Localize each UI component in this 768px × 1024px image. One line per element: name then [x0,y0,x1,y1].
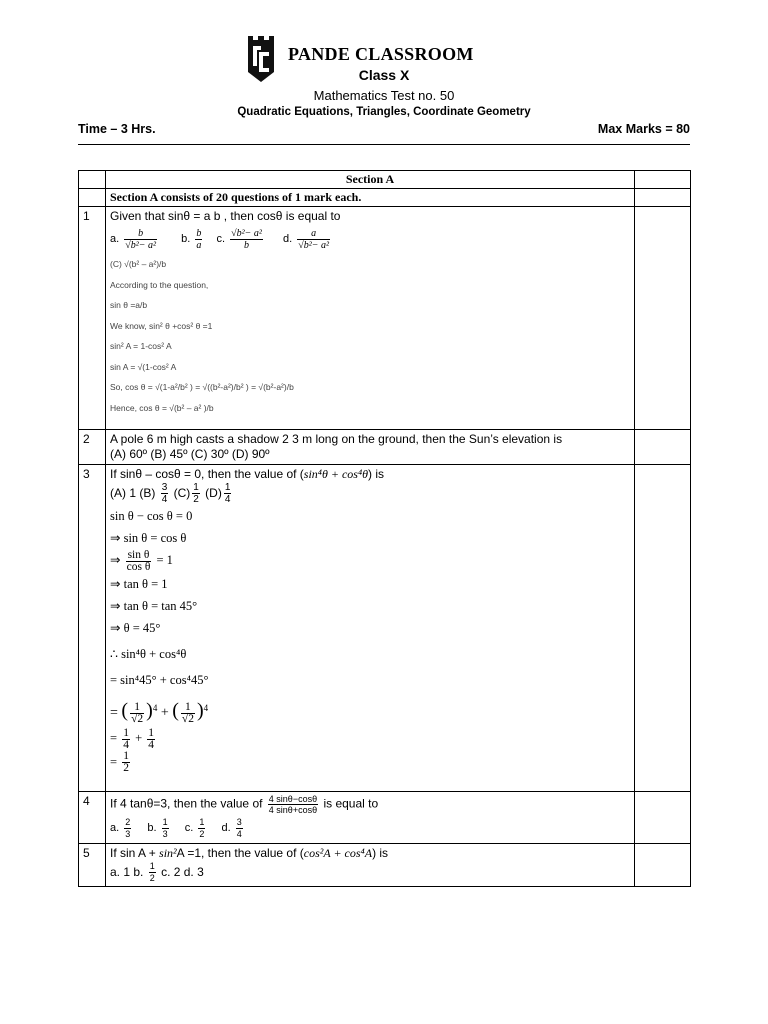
question-number: 1 [79,207,106,430]
question-number: 5 [79,844,106,887]
question-options: a. $\frac{b}{\text{√b²− a²}}$ b. $\frac{b}{a}$ c. $\frac{\text{√b²− a²}}{b}$ d. $\frac{a}{\text{√b²− a²}}$ [110,227,329,251]
question-row [79,844,691,887]
question-row [79,792,691,844]
question-options: a. 1 b. $\frac{1}{2}$ c. 2 d. 3 [110,861,204,884]
solution-steps: sin θ − cos θ = 0 ⇒ sin θ = cos θ ⇒ $\frac{\text{sin θ}}{\text{cos θ}}$ = 1 ⇒ tan θ = 1 ⇒ tan θ = tan 45° ⇒ θ = 45° ∴ sin⁴θ + cos⁴θ = sin⁴45° + cos⁴45° = ( $\frac{1}{√2}$ )$^4$ + ( $\frac{1}{√2}$ )$^4$ = $\frac{1}{4}$ + $\frac{1}{4}$ = $\frac{1}{2}$ [110,509,209,775]
section-title: Section A [106,171,635,189]
question-text: Given that sinθ = a b , then cosθ is equal to [110,209,341,223]
test-topics: Quadratic Equations, Triangles, Coordinate Geometry [237,106,531,118]
section-description: Section A consists of 20 questions of 1 mark each. [106,189,635,207]
question-number: 4 [79,792,106,844]
question-row [79,207,691,430]
question-number: 3 [79,465,106,792]
header-divider [78,144,690,145]
question-text: If 4 tanθ=3, then the value of $\frac{4 \sin\theta-\cos\theta}{4 \sin\theta+\cos\theta}$ is equal to [110,794,379,815]
section-desc-row [79,189,691,207]
solution-block: (C) √(b² – a²)/b According to the question, sin θ =a/b We know, sin² θ +cos² θ =1 sin² A = 1-cos² A sin A = √(1-cos² A So, cos θ = √(1-a²/b² ) = √((b²-a²)/b² ) = √(b²-a²)/b Hence, cos θ = √(b² – a² )/b [110,259,294,413]
question-text: If sinθ – cosθ = 0, then the value of (sin⁴θ + cos⁴θ) is [110,467,385,481]
brand-name: PANDE CLASSROOM [288,44,474,64]
test-title: Mathematics Test no. 50 [313,88,455,103]
time-duration: Time – 3 Hrs. [78,122,156,136]
question-row [79,430,691,465]
question-options: (A) 1 (B) $\frac{3}{4}$ (C) $\frac{1}{2}$ (D) $\frac{1}{4}$ [110,482,231,506]
question-text: If sin A + sin²A =1, then the value of (cos²A + cos⁴A) is [110,846,389,860]
question-table [78,170,691,887]
max-marks: Max Marks = 80 [597,122,690,136]
question-options: (A) 60º (B) 45º (C) 30º (D) 90º [110,447,270,461]
class-title: Class X [358,67,410,83]
question-number: 2 [79,430,106,465]
question-text: A pole 6 m high casts a shadow 2 3 m long on the ground, then the Sun’s elevation is [110,432,563,446]
question-options: a. $\frac{2}{3}$ b. $\frac{1}{3}$ c. $\frac{1}{2}$ d. $\frac{3}{4}$ [110,816,242,839]
section-title-row [79,171,691,189]
question-row [79,465,691,792]
question-table-wrapper [78,170,690,887]
